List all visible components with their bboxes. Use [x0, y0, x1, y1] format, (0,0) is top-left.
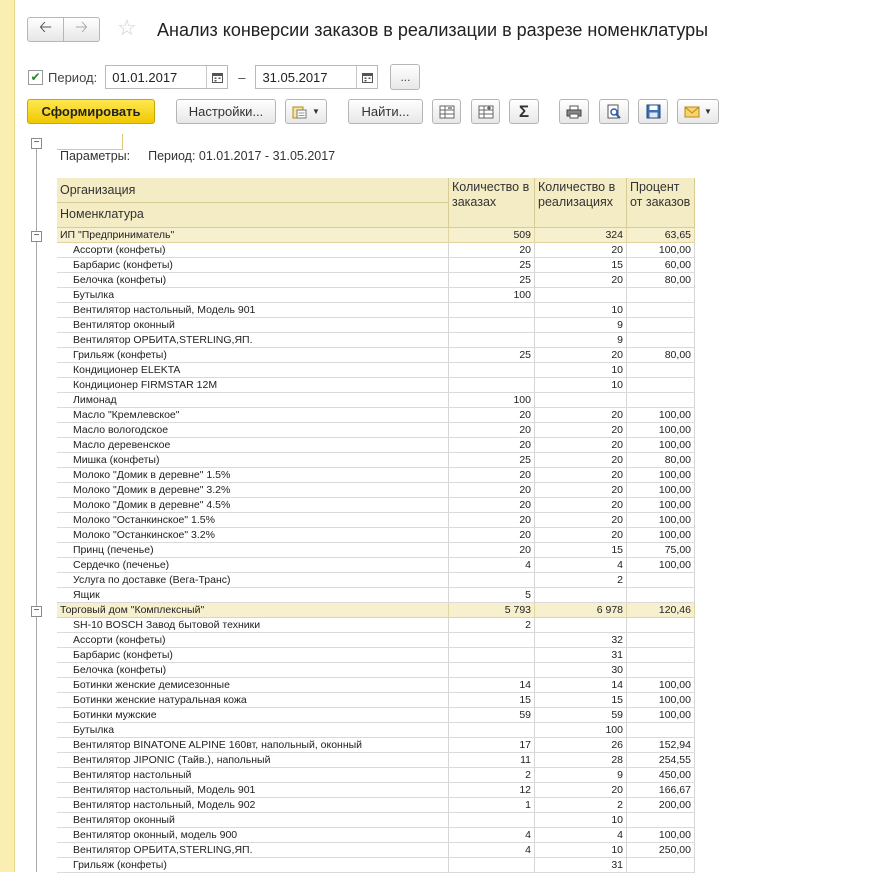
cell-sales: 20 [535, 783, 627, 798]
cell-name: Кондиционер ELEKTA [57, 363, 449, 378]
period-select-button[interactable]: ... [390, 64, 420, 90]
cell-orders: 25 [449, 273, 535, 288]
floppy-disk-icon [646, 104, 661, 119]
cell-percent: 80,00 [627, 453, 695, 468]
navigation-buttons [27, 17, 100, 42]
cell-orders [449, 633, 535, 648]
cell-percent [627, 633, 695, 648]
cell-percent [627, 618, 695, 633]
forward-button[interactable] [64, 17, 100, 42]
cell-orders: 100 [449, 288, 535, 303]
cell-percent [627, 333, 695, 348]
cell-orders [449, 813, 535, 828]
cell-name: Вентилятор настольный, Модель 902 [57, 798, 449, 813]
column-header-percent: Процент от заказов [627, 178, 695, 228]
cell-sales: 10 [535, 378, 627, 393]
arrow-right-icon: 🡢 [75, 19, 88, 36]
cell-sales: 10 [535, 303, 627, 318]
cell-name: Ботинки мужские [57, 708, 449, 723]
cell-name: Кондиционер FIRMSTAR 12M [57, 378, 449, 393]
cell-sales: 20 [535, 498, 627, 513]
cell-sales: 20 [535, 423, 627, 438]
cell-name: Ящик [57, 588, 449, 603]
dropdown-arrow-icon: ▼ [312, 107, 320, 116]
cell-orders: 20 [449, 543, 535, 558]
cell-orders: 5 793 [449, 603, 535, 618]
cell-percent: 100,00 [627, 498, 695, 513]
column-header-organization: Организация [57, 178, 449, 203]
cell-percent [627, 588, 695, 603]
period-dash: – [238, 69, 246, 85]
group-collapse-icon [439, 105, 455, 119]
cell-sales: 324 [535, 228, 627, 243]
cell-name: SH-10 BOSCH Завод бытовой техники [57, 618, 449, 633]
calendar-from-button[interactable] [206, 66, 227, 88]
cell-orders: 20 [449, 408, 535, 423]
cell-name: Бутылка [57, 288, 449, 303]
cell-sales: 2 [535, 573, 627, 588]
cell-percent [627, 363, 695, 378]
cell-sales [535, 393, 627, 408]
cell-name: Белочка (конфеты) [57, 663, 449, 678]
cell-sales: 20 [535, 408, 627, 423]
outline-gutter [28, 134, 56, 872]
cell-name: Молоко "Останкинское" 1.5% [57, 513, 449, 528]
cell-orders: 509 [449, 228, 535, 243]
date-to-value: 31.05.2017 [262, 69, 328, 85]
cell-orders: 20 [449, 423, 535, 438]
report-corner-marker [57, 134, 123, 150]
cell-orders: 2 [449, 768, 535, 783]
cell-percent: 80,00 [627, 273, 695, 288]
cell-percent [627, 378, 695, 393]
checkmark-icon: ✔ [30, 70, 41, 84]
calendar-icon [212, 72, 223, 83]
cell-sales: 4 [535, 558, 627, 573]
cell-name: Масло "Кремлевское" [57, 408, 449, 423]
cell-sales: 9 [535, 333, 627, 348]
cell-sales: 15 [535, 258, 627, 273]
cell-sales: 9 [535, 318, 627, 333]
report-parameters [60, 149, 335, 163]
cell-percent [627, 648, 695, 663]
cell-name: Вентилятор ОРБИТА,STERLING,ЯП. [57, 333, 449, 348]
cell-orders: 20 [449, 438, 535, 453]
cell-sales: 20 [535, 483, 627, 498]
cell-sales: 15 [535, 693, 627, 708]
cell-percent [627, 858, 695, 873]
cell-orders: 20 [449, 243, 535, 258]
cell-sales: 100 [535, 723, 627, 738]
cell-sales: 2 [535, 798, 627, 813]
cell-percent: 166,67 [627, 783, 695, 798]
params-value: Период: 01.01.2017 - 31.05.2017 [148, 149, 336, 163]
cell-name: Барбарис (конфеты) [57, 258, 449, 273]
cell-name: Вентилятор оконный, модель 900 [57, 828, 449, 843]
group-expand-icon [478, 105, 494, 119]
cell-orders [449, 648, 535, 663]
cell-sales: 32 [535, 633, 627, 648]
cell-name: Ботинки женские натуральная кожа [57, 693, 449, 708]
cell-orders: 12 [449, 783, 535, 798]
cell-percent [627, 573, 695, 588]
cell-sales: 15 [535, 543, 627, 558]
cell-name: Масло вологодское [57, 423, 449, 438]
cell-orders: 1 [449, 798, 535, 813]
toolbar [27, 99, 891, 126]
cell-sales: 31 [535, 648, 627, 663]
cell-name: Вентилятор настольный, Модель 901 [57, 303, 449, 318]
cell-name: Ассорти (конфеты) [57, 243, 449, 258]
report-area [28, 134, 891, 872]
cell-orders: 11 [449, 753, 535, 768]
cell-orders: 4 [449, 828, 535, 843]
cell-name: Принц (печенье) [57, 543, 449, 558]
dropdown-arrow-icon: ▼ [704, 107, 712, 116]
collapse-group-1-toggle[interactable]: − [31, 231, 42, 242]
cell-name: Вентилятор оконный [57, 318, 449, 333]
cell-percent: 100,00 [627, 528, 695, 543]
cell-percent: 100,00 [627, 468, 695, 483]
cell-orders: 4 [449, 843, 535, 858]
report-variant-icon [292, 105, 308, 119]
print-preview-button[interactable] [599, 99, 629, 124]
cell-orders: 25 [449, 258, 535, 273]
cell-percent: 100,00 [627, 408, 695, 423]
cell-orders [449, 318, 535, 333]
print-button[interactable] [559, 99, 589, 124]
printer-icon [566, 105, 582, 119]
expand-groups-button[interactable] [471, 99, 500, 124]
cell-percent [627, 813, 695, 828]
cell-orders: 20 [449, 468, 535, 483]
cell-orders: 100 [449, 393, 535, 408]
cell-sales: 20 [535, 453, 627, 468]
cell-percent [627, 318, 695, 333]
cell-name: Лимонад [57, 393, 449, 408]
column-header-orders: Количество в заказах [449, 178, 535, 228]
outline-line [36, 149, 37, 872]
variant-dropdown-button[interactable] [285, 99, 327, 124]
cell-orders: 20 [449, 528, 535, 543]
cell-orders [449, 663, 535, 678]
cell-name: Мишка (конфеты) [57, 453, 449, 468]
cell-orders: 5 [449, 588, 535, 603]
cell-orders [449, 333, 535, 348]
cell-name: Молоко "Домик в деревне" 1.5% [57, 468, 449, 483]
cell-orders [449, 363, 535, 378]
cell-sales: 14 [535, 678, 627, 693]
cell-orders [449, 573, 535, 588]
cell-percent: 254,55 [627, 753, 695, 768]
cell-sales: 59 [535, 708, 627, 723]
cell-sales: 10 [535, 813, 627, 828]
params-label: Параметры: [60, 149, 131, 163]
cell-name: Масло деревенское [57, 438, 449, 453]
cell-name: Грильяж (конфеты) [57, 858, 449, 873]
cell-percent: 63,65 [627, 228, 695, 243]
cell-sales: 28 [535, 753, 627, 768]
cell-name: Ботинки женские демисезонные [57, 678, 449, 693]
calendar-icon [362, 72, 373, 83]
save-button[interactable] [638, 99, 668, 124]
cell-orders [449, 723, 535, 738]
cell-sales: 20 [535, 513, 627, 528]
sum-button[interactable]: Σ [509, 99, 539, 124]
cell-sales: 30 [535, 663, 627, 678]
cell-name: Вентилятор JIPONIC (Тайв.), напольный [57, 753, 449, 768]
period-row [28, 64, 420, 90]
cell-orders [449, 378, 535, 393]
back-button[interactable] [27, 17, 64, 42]
cell-name: Сердечко (печенье) [57, 558, 449, 573]
cell-sales: 26 [535, 738, 627, 753]
cell-name: ИП "Предприниматель" [57, 228, 449, 243]
cell-percent: 100,00 [627, 828, 695, 843]
cell-sales [535, 618, 627, 633]
column-header-nomenclature: Номенклатура [57, 203, 449, 228]
page-title: Анализ конверсии заказов в реализации в разрезе номенклатуры [157, 20, 709, 40]
cell-percent [627, 723, 695, 738]
cell-name: Услуга по доставке (Вега-Транс) [57, 573, 449, 588]
cell-name: Грильяж (конфеты) [57, 348, 449, 363]
cell-orders: 25 [449, 348, 535, 363]
column-header-sales: Количество в реализациях [535, 178, 627, 228]
cell-orders: 25 [449, 453, 535, 468]
cell-name: Вентилятор настольный [57, 768, 449, 783]
arrow-left-icon: 🡠 [39, 19, 52, 36]
date-to-field[interactable] [255, 65, 378, 89]
cell-percent: 100,00 [627, 708, 695, 723]
cell-percent: 100,00 [627, 243, 695, 258]
cell-orders [449, 858, 535, 873]
generate-button[interactable]: Сформировать [27, 99, 155, 124]
cell-percent: 100,00 [627, 438, 695, 453]
cell-orders: 20 [449, 483, 535, 498]
collapse-params-toggle[interactable]: − [31, 138, 42, 149]
cell-sales [535, 588, 627, 603]
cell-name: Молоко "Домик в деревне" 3.2% [57, 483, 449, 498]
cell-name: Бутылка [57, 723, 449, 738]
cell-percent: 450,00 [627, 768, 695, 783]
cell-percent: 250,00 [627, 843, 695, 858]
cell-percent: 100,00 [627, 678, 695, 693]
cell-percent [627, 303, 695, 318]
cell-orders: 14 [449, 678, 535, 693]
cell-orders: 17 [449, 738, 535, 753]
cell-sales: 10 [535, 363, 627, 378]
cell-sales: 20 [535, 468, 627, 483]
cell-sales: 9 [535, 768, 627, 783]
settings-button[interactable]: Настройки... [176, 99, 276, 124]
collapse-group-2-toggle[interactable]: − [31, 606, 42, 617]
cell-name: Ассорти (конфеты) [57, 633, 449, 648]
cell-percent: 100,00 [627, 513, 695, 528]
period-checkbox[interactable] [28, 70, 43, 85]
cell-percent: 75,00 [627, 543, 695, 558]
cell-percent [627, 393, 695, 408]
cell-percent [627, 663, 695, 678]
cell-orders: 20 [449, 513, 535, 528]
cell-sales: 20 [535, 438, 627, 453]
cell-sales: 20 [535, 528, 627, 543]
send-email-button[interactable] [677, 99, 719, 124]
cell-percent: 80,00 [627, 348, 695, 363]
cell-percent: 100,00 [627, 558, 695, 573]
cell-name: Белочка (конфеты) [57, 273, 449, 288]
date-from-value: 01.01.2017 [112, 69, 178, 85]
cell-orders: 2 [449, 618, 535, 633]
cell-percent: 152,94 [627, 738, 695, 753]
cell-name: Торговый дом "Комплексный" [57, 603, 449, 618]
cell-orders [449, 303, 535, 318]
cell-percent: 120,46 [627, 603, 695, 618]
cell-sales: 31 [535, 858, 627, 873]
favorite-star-icon[interactable]: ☆ [117, 15, 137, 40]
cell-orders: 59 [449, 708, 535, 723]
cell-percent: 200,00 [627, 798, 695, 813]
cell-sales: 20 [535, 273, 627, 288]
cell-orders: 4 [449, 558, 535, 573]
cell-sales: 4 [535, 828, 627, 843]
date-from-field[interactable] [105, 65, 228, 89]
left-panel-strip [0, 0, 15, 872]
calendar-to-button[interactable] [356, 66, 377, 88]
cell-orders: 15 [449, 693, 535, 708]
cell-percent: 100,00 [627, 423, 695, 438]
cell-name: Вентилятор настольный, Модель 901 [57, 783, 449, 798]
cell-sales: 20 [535, 348, 627, 363]
cell-sales: 20 [535, 243, 627, 258]
cell-name: Молоко "Останкинское" 3.2% [57, 528, 449, 543]
cell-name: Барбарис (конфеты) [57, 648, 449, 663]
cell-sales: 6 978 [535, 603, 627, 618]
cell-sales: 10 [535, 843, 627, 858]
cell-name: Вентилятор ОРБИТА,STERLING,ЯП. [57, 843, 449, 858]
cell-percent: 100,00 [627, 483, 695, 498]
find-button[interactable]: Найти... [348, 99, 423, 124]
cell-percent: 60,00 [627, 258, 695, 273]
cell-name: Вентилятор оконный [57, 813, 449, 828]
cell-percent: 100,00 [627, 693, 695, 708]
cell-name: Молоко "Домик в деревне" 4.5% [57, 498, 449, 513]
envelope-icon [684, 106, 700, 118]
cell-orders: 20 [449, 498, 535, 513]
cell-percent [627, 288, 695, 303]
collapse-groups-button[interactable] [432, 99, 461, 124]
cell-name: Вентилятор BINATONE ALPINE 160вт, напольный, оконный [57, 738, 449, 753]
period-label: Период: [48, 69, 98, 85]
cell-sales [535, 288, 627, 303]
print-preview-icon [606, 104, 622, 120]
